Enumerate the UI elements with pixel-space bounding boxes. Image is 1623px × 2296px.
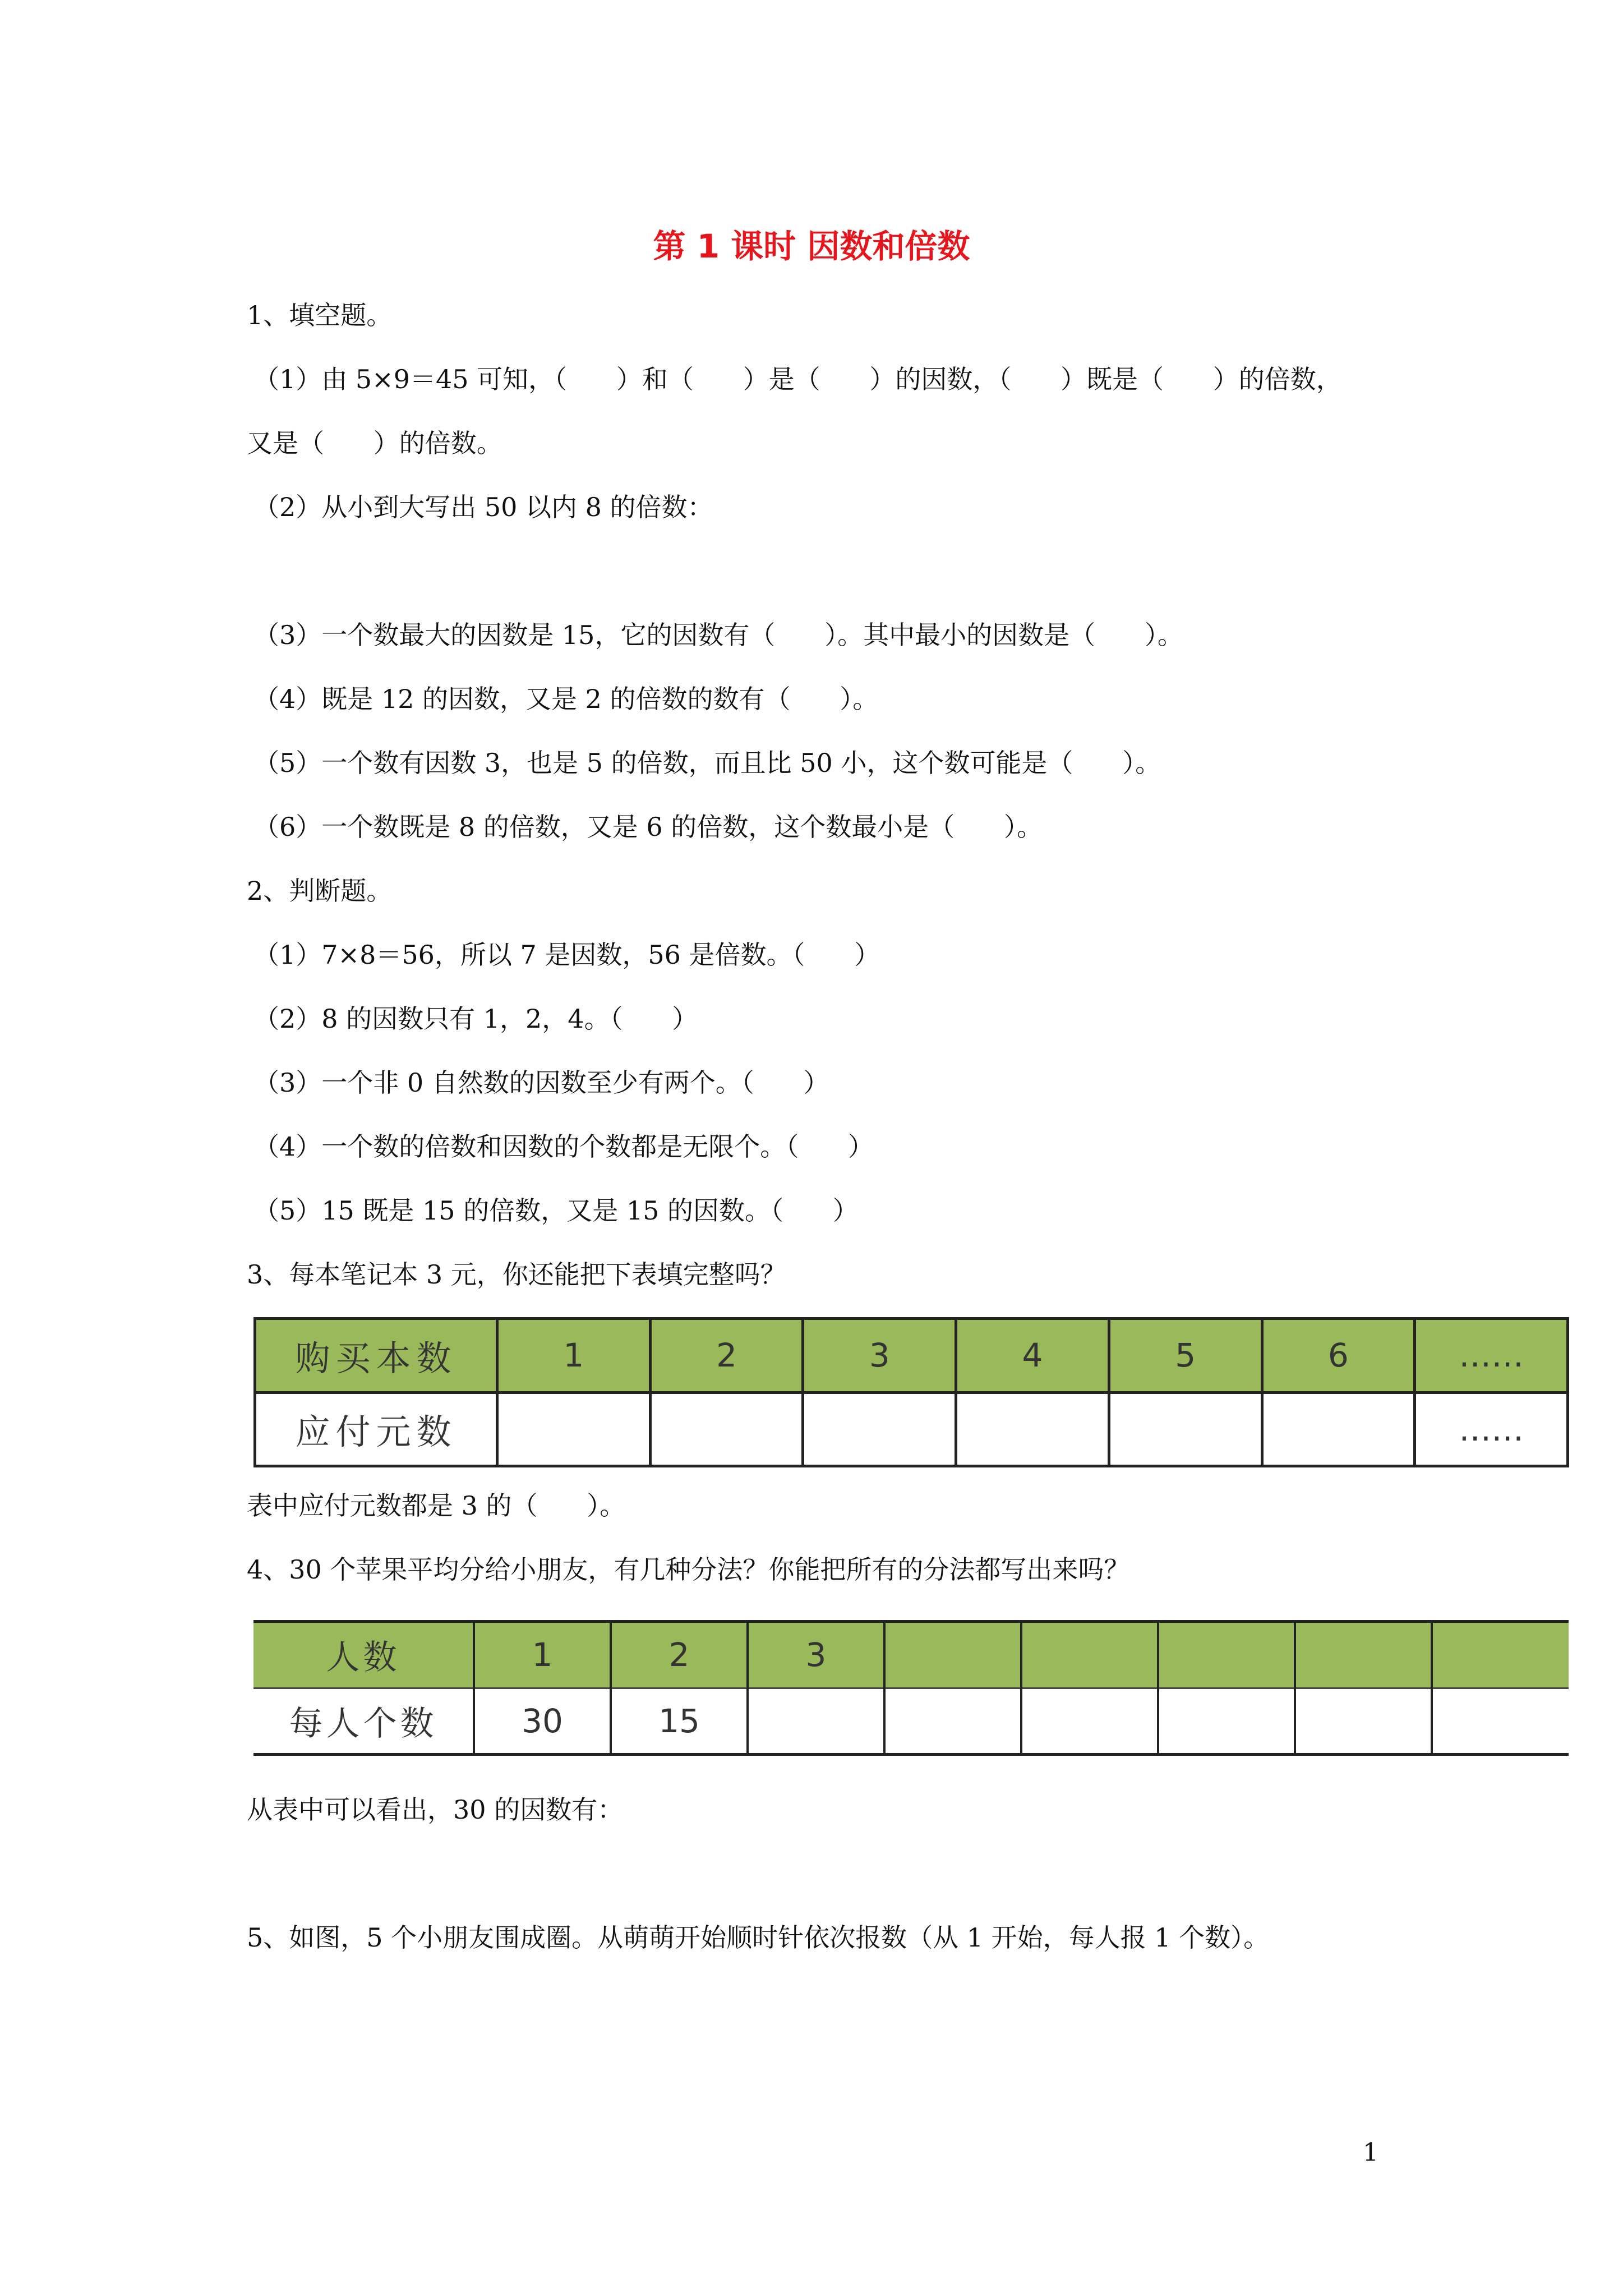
q1-item-5: （5）一个数有因数 3，也是 5 的倍数，而且比 50 小，这个数可能是（ ）。: [253, 748, 1161, 778]
answer-cell[interactable]: [748, 1688, 884, 1755]
q3-heading: 3、每本笔记本 3 元，你还能把下表填完整吗？: [247, 1259, 786, 1290]
answer-cell[interactable]: [1432, 1622, 1569, 1688]
answer-cell[interactable]: [1295, 1688, 1432, 1755]
page-title: 第 1 课时 因数和倍数: [653, 227, 970, 265]
q1-item-6: （6）一个数既是 8 的倍数，又是 6 的倍数，这个数最小是（ ）。: [253, 812, 1043, 842]
table-row-label: 应付元数: [255, 1392, 497, 1466]
q2-heading: 2、判断题。: [247, 876, 393, 906]
q1-item-4: （4）既是 12 的因数，又是 2 的倍数的数有（ ）。: [253, 684, 879, 714]
answer-cell[interactable]: [1158, 1688, 1295, 1755]
answer-cell[interactable]: [1432, 1688, 1569, 1755]
q4-note: 从表中可以看出，30 的因数有：: [247, 1795, 624, 1825]
answer-cell[interactable]: [884, 1688, 1021, 1755]
table-cell: ……: [1415, 1319, 1568, 1393]
q5-heading: 5、如图，5 个小朋友围成圈。从萌萌开始顺时针依次报数（从 1 开始，每人报 1 个数）。: [247, 1922, 1270, 1953]
answer-cell[interactable]: [1109, 1392, 1262, 1466]
answer-cell[interactable]: [1295, 1622, 1432, 1688]
apple-division-table: [253, 1620, 1569, 1756]
answer-cell[interactable]: [1158, 1622, 1295, 1688]
table-cell: 15: [611, 1688, 748, 1755]
table-row: [253, 1688, 1569, 1755]
table-cell: 3: [748, 1622, 884, 1688]
q1-item-1-cont: 又是（ ）的倍数。: [247, 428, 502, 458]
answer-cell[interactable]: [956, 1392, 1109, 1466]
table-cell: 4: [956, 1319, 1109, 1393]
q4-heading: 4、30 个苹果平均分给小朋友，有几种分法？你能把所有的分法都写出来吗？: [247, 1554, 1130, 1585]
q1-item-3: （3）一个数最大的因数是 15，它的因数有（ ）。其中最小的因数是（ ）。: [253, 620, 1183, 650]
answer-cell[interactable]: [650, 1392, 803, 1466]
table-cell: 3: [803, 1319, 956, 1393]
table-row-label: 人数: [253, 1622, 474, 1688]
q2-item-1: （1）7×8＝56，所以 7 是因数，56 是倍数。（ ）: [253, 940, 880, 970]
answer-cell[interactable]: [1262, 1392, 1415, 1466]
table-row-label: 购买本数: [255, 1319, 497, 1393]
q1-heading: 1、填空题。: [247, 300, 393, 330]
table-header-row: [253, 1622, 1569, 1688]
answer-cell[interactable]: [803, 1392, 956, 1466]
table-row-label: 每人个数: [253, 1688, 474, 1755]
table-cell: 2: [650, 1319, 803, 1393]
table-cell: 2: [611, 1622, 748, 1688]
answer-cell[interactable]: [1021, 1622, 1158, 1688]
q2-item-3: （3）一个非 0 自然数的因数至少有两个。（ ）: [253, 1068, 829, 1098]
page-number: 1: [1363, 2138, 1378, 2167]
table-cell: ……: [1415, 1392, 1568, 1466]
q2-item-4: （4）一个数的倍数和因数的个数都是无限个。（ ）: [253, 1131, 874, 1162]
notebook-price-table: [253, 1317, 1569, 1467]
q1-item-2: （2）从小到大写出 50 以内 8 的倍数：: [253, 492, 713, 522]
table-header-row: [255, 1319, 1568, 1393]
answer-cell[interactable]: [1021, 1688, 1158, 1755]
answer-cell[interactable]: [884, 1622, 1021, 1688]
table-cell: 1: [474, 1622, 611, 1688]
answer-cell[interactable]: [497, 1392, 651, 1466]
table-cell: 30: [474, 1688, 611, 1755]
q2-item-5: （5）15 既是 15 的倍数，又是 15 的因数。（ ）: [253, 1195, 859, 1226]
q3-note: 表中应付元数都是 3 的（ ）。: [247, 1490, 626, 1521]
table-cell: 5: [1109, 1319, 1262, 1393]
table-cell: 6: [1262, 1319, 1415, 1393]
q1-item-1: （1）由 5×9＝45 可知，（ ）和（ ）是（ ）的因数，（ ）既是（ ）的倍数，: [253, 364, 1342, 394]
table-row: [255, 1392, 1568, 1466]
q2-item-2: （2）8 的因数只有 1，2，4。（ ）: [253, 1004, 698, 1034]
table-cell: 1: [497, 1319, 651, 1393]
